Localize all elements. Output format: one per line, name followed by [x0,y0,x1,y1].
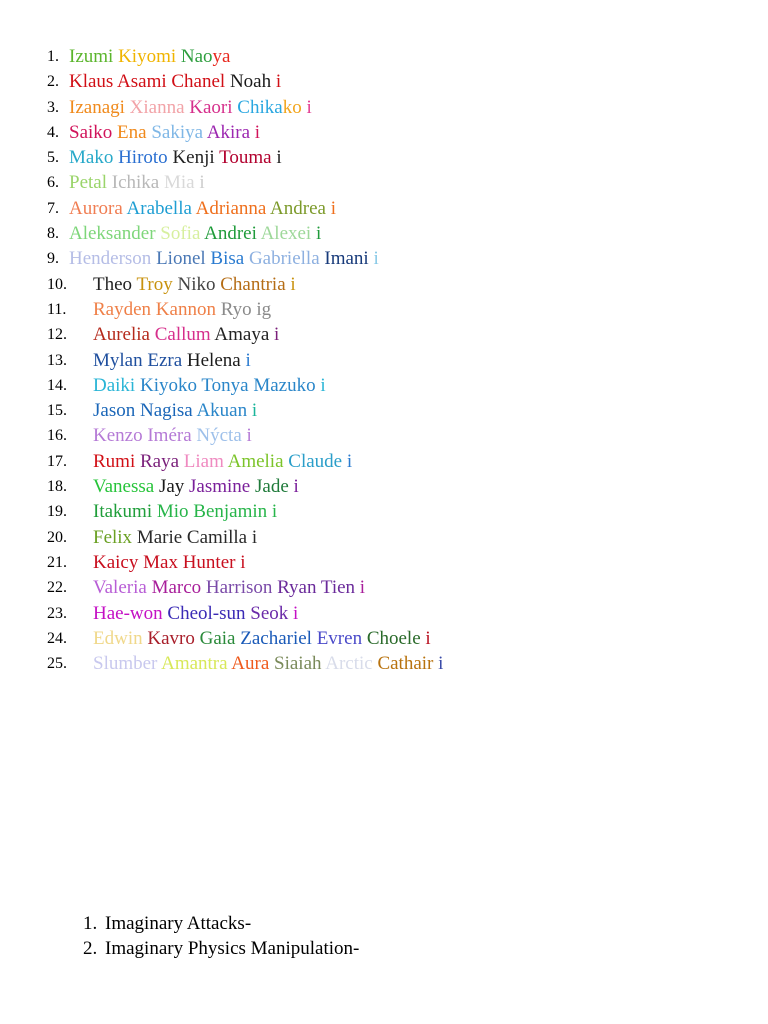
name-text: Kaori [189,96,238,118]
list-item-names [93,322,279,347]
name-text: i [306,96,312,118]
list-item-number: 25. [47,655,67,673]
name-text: i [245,349,251,371]
name-text: Claude [288,450,347,472]
list-item-number: 17. [47,452,67,470]
list-item-names [93,348,251,373]
name-text: Nýcta [196,425,247,447]
name-text: i [274,324,280,346]
name-text: Alexei [260,223,316,245]
list-item-number: 15. [47,402,67,420]
name-text: Ichika [111,172,164,194]
list-item-names [93,272,296,297]
name-text: Daiki [93,374,140,396]
name-text: i [199,172,205,194]
list-item [0,196,768,221]
name-text: Aurelia [93,324,155,346]
name-text: Chika [237,96,283,118]
list-item-number: 6. [47,174,59,192]
name-text: Amantra [161,653,232,675]
name-text: Harrison [205,577,278,599]
name-text: i [271,501,278,523]
list-item [0,936,768,961]
name-text: Aura [231,653,275,675]
abilities-list [0,911,768,961]
list-item [0,221,768,246]
list-item [0,120,768,145]
name-text: Kiyoko Tonya Mazuko [139,374,321,396]
name-text: Kaicy Max Hunter [93,551,241,573]
list-item-number: 13. [47,351,67,369]
name-text: Felix [93,526,137,548]
list-item-names [93,499,277,524]
list-item [0,145,768,170]
name-text: Hiroto [118,147,173,169]
names-list [0,44,768,676]
name-text: Chantria [220,273,291,295]
name-text: Touma [219,147,277,169]
name-text: ya [212,46,231,67]
list-item-number: 9. [47,250,59,268]
list-item-names [69,145,282,170]
name-text: Jade [255,476,294,498]
name-text: Arctic [325,653,378,675]
list-item-number: 16. [47,427,67,445]
name-text: Kavro [147,627,200,649]
name-text: Zachariel [240,627,317,649]
name-text: Andrei [204,223,261,245]
list-item-number: 3. [47,98,59,116]
name-text: Valeria [93,577,152,599]
list-item [0,474,768,499]
name-text: Andrea [270,197,331,219]
list-item-names [93,601,298,626]
name-text: Petal [69,172,112,194]
name-text: Rumi [93,450,140,472]
name-text: Mylan Ezra [93,349,187,371]
name-text: Kiyomi [118,46,181,67]
name-text: Vanessa [93,476,159,498]
list-item [0,601,768,626]
list-item [0,348,768,373]
name-text: i [320,374,326,396]
list-item-number: 20. [47,528,67,546]
name-text: Imani [324,248,374,270]
name-text: Adrianna [195,197,271,219]
list-item-number: 1. [47,48,59,65]
list-item [0,44,768,69]
name-text: Saiko [69,121,118,143]
name-text: Cathair [377,653,439,675]
name-text: Helena [186,349,246,371]
list-item [0,297,768,322]
name-text: Itakumi [93,501,157,523]
name-text: Noah [229,71,276,93]
name-text: Raya [139,450,184,472]
list-item-number: 12. [47,326,67,344]
name-text: Marco [151,577,206,599]
name-text: i [293,476,299,498]
name-text: Xianna [129,96,190,118]
list-item-names [93,423,252,448]
name-text: Choele [366,627,426,649]
name-text: Jasmine [189,476,255,498]
name-text: Liam [183,450,228,472]
name-text: Izumi [69,46,119,67]
name-text: Aurora [69,197,127,219]
list-item [0,95,768,120]
name-text: Marie Camilla [136,526,252,548]
name-text: Hae-won [93,602,168,624]
name-text: i [315,223,322,245]
name-text: Gabriella [248,248,325,270]
name-text: Ena [117,121,152,143]
list-item-number: 4. [47,123,59,141]
list-item-number: 8. [47,225,59,243]
name-text: i [276,147,282,169]
name-text: Henderson [69,248,157,270]
name-text: i [240,551,246,573]
list-item [0,449,768,474]
list-item [0,373,768,398]
name-text: i [246,425,252,447]
name-text: i [293,602,299,624]
name-text: Siaiah [274,653,326,675]
name-text: i [275,71,282,93]
list-item-names [93,525,257,550]
name-text: Sofia [160,223,205,245]
list-item-number: 5. [47,149,59,167]
list-item [0,246,768,271]
name-text: Amelia [227,450,289,472]
list-item-number: 2. [83,938,98,959]
list-item-names [93,626,431,651]
name-text: Seok [250,602,293,624]
list-item-number: 21. [47,553,67,571]
list-item [0,651,768,676]
name-text: Amaya [214,324,275,346]
name-text: i [330,197,336,219]
list-item-number: 19. [47,503,67,521]
list-item-names [93,651,443,676]
list-item-names [93,373,326,398]
name-text: Bisa [210,248,249,270]
list-item-names [69,221,321,246]
list-item [0,499,768,524]
list-item-number: 23. [47,604,67,622]
list-item [0,272,768,297]
list-item-number: 14. [47,376,67,394]
list-item-names [93,550,246,575]
name-text: i [438,653,444,675]
name-text: i [251,400,258,422]
name-text: i [254,121,261,143]
name-text: Klaus Asami Chanel [69,71,230,93]
list-item-number: 7. [47,199,59,217]
name-text: Rayden Kannon [93,298,221,320]
name-text: Callum [154,324,215,346]
name-text: Izanagi [69,96,130,118]
list-item [0,550,768,575]
name-text: i [373,248,379,270]
name-text: Mia [163,172,200,194]
list-item [0,69,768,94]
list-item [0,525,768,550]
name-text: Evren [316,627,367,649]
list-item-names [69,69,281,94]
list-item [0,575,768,600]
name-text: Ryan Tien [277,577,360,599]
name-text: Mio Benjamin [156,501,272,523]
name-text: Akira [206,121,255,143]
name-text: Akuan [196,400,252,422]
name-text: Arabella [126,197,196,219]
name-text: Ryo ig [220,298,272,320]
name-text: Theo [93,273,137,295]
name-text: i [290,273,296,295]
list-item-names [93,449,352,474]
list-item-number: 24. [47,629,67,647]
list-item [0,423,768,448]
list-item [0,626,768,651]
name-text: Cheol-sun [167,602,251,624]
name-text: Niko [177,273,221,295]
name-text: i [425,627,431,649]
name-text: Sakiya [151,121,207,143]
list-item [0,322,768,347]
list-item-names [69,246,379,271]
name-text: Gaia [199,627,241,649]
list-item-names [69,170,205,195]
name-text: Mako [69,147,119,169]
list-item-number: 2. [47,73,59,91]
list-item-number: 10. [47,275,67,293]
name-text: Nao [180,46,213,67]
list-item-names [93,575,365,600]
list-item-names [93,398,257,423]
list-item [0,170,768,195]
name-text: Slumber [93,653,162,675]
name-text: Aleksander [69,223,161,245]
list-item-names [69,44,230,69]
list-item-text: Imaginary Physics Manipulation- [105,938,360,959]
name-text: ko [282,96,307,118]
list-item-number: 18. [47,478,67,496]
name-text: i [346,450,353,472]
name-text: Kenji [172,147,220,169]
list-item-names [69,120,260,145]
list-item [0,398,768,423]
name-text: Kenzo Iméra [93,425,197,447]
list-item-number: 11. [47,300,67,318]
name-text: Jay [158,476,190,498]
list-item-names [69,95,312,120]
name-text: Lionel [156,248,211,270]
list-item [0,911,768,936]
list-item-names [93,297,271,322]
list-item-names [69,196,336,221]
name-text: Edwin [93,627,148,649]
name-text: Jason Nagisa [93,400,197,422]
list-item-names [93,474,299,499]
list-item-text: Imaginary Attacks- [105,913,252,934]
list-item-number: 1. [83,913,98,934]
list-item-number: 22. [47,579,67,597]
name-text: Troy [136,273,178,295]
name-text: i [359,577,366,599]
name-text: i [251,526,258,548]
